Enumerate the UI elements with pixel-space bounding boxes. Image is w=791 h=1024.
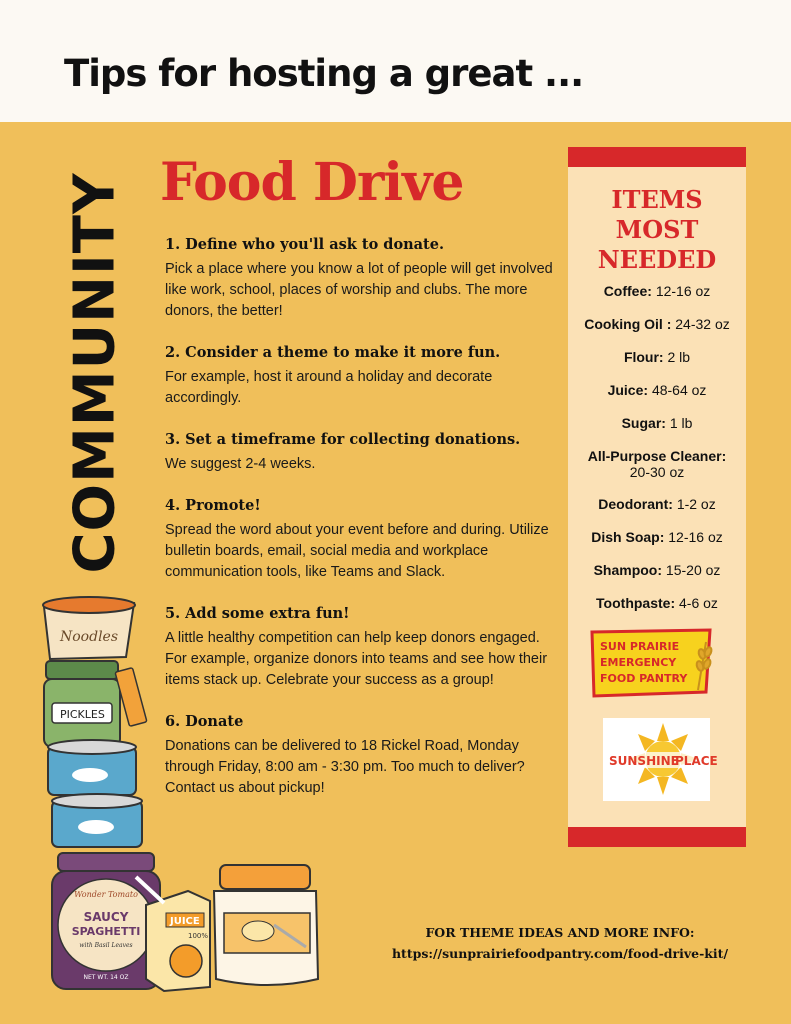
list-item — [568, 415, 746, 448]
pantry-logo-line: SUN PRAIRIE — [600, 640, 680, 653]
noodle-cup-icon — [43, 597, 135, 659]
tip-heading: 3. Set a timeframe for collecting donations. — [165, 431, 521, 448]
items-title-line: ITEMS — [611, 185, 703, 214]
list-item — [568, 529, 746, 562]
community-text: COMMUNITY — [62, 171, 128, 574]
footer-info — [330, 925, 790, 961]
tip-heading: 1. Define who you'll ask to donate. — [165, 236, 445, 253]
svg-text:NET WT. 14 OZ: NET WT. 14 OZ — [83, 974, 129, 981]
jam-jar-icon — [214, 865, 318, 985]
item-name: Deodorant: — [598, 496, 673, 512]
svg-text:SPAGHETTI: SPAGHETTI — [71, 925, 141, 938]
page-title: Tips for hosting a great ... — [64, 52, 584, 95]
item-name: Dish Soap: — [591, 529, 665, 545]
sunshine-word: SUNSHINE — [609, 754, 679, 768]
svg-text:with Basil Leaves: with Basil Leaves — [79, 942, 133, 949]
fish-can-icon — [48, 740, 136, 795]
tip-body: For example, host it around a holiday and decorate accordingly. — [165, 369, 493, 406]
svg-text:Noodles: Noodles — [60, 629, 119, 645]
pantry-logo-line: FOOD PANTRY — [600, 672, 688, 685]
svg-text:100%: 100% — [188, 932, 209, 940]
item-size: 15-20 oz — [665, 562, 721, 578]
items-title-line: MOST — [615, 215, 699, 244]
tip-heading: 2. Consider a theme to make it more fun. — [165, 344, 501, 361]
tip-item — [165, 431, 555, 475]
item-size: 4-6 oz — [679, 595, 718, 611]
list-item — [568, 349, 746, 382]
items-title-line: NEEDED — [597, 245, 717, 274]
tip-body: Spread the word about your event before and during. Utilize bulletin boards, email, social media and workplace communication tools, like Teams and Slack. — [165, 522, 549, 580]
list-item — [568, 496, 746, 529]
item-name: Flour: — [623, 349, 664, 365]
footer-heading: FOR THEME IDEAS AND MORE INFO: — [425, 925, 695, 940]
food-drive-headline: Food Drive — [160, 152, 464, 213]
tip-body: Donations can be delivered to 18 Rickel Road, Monday through Friday, 8:00 am - 3:30 pm. Too much to deliver? Contact us about pickup! — [165, 738, 525, 796]
item-size: 2 lb — [667, 349, 691, 365]
tip-body: We suggest 2-4 weeks. — [165, 456, 316, 472]
items-panel-title — [568, 185, 746, 275]
tip-heading: 5. Add some extra fun! — [165, 605, 350, 622]
list-item — [568, 448, 746, 496]
item-size: 1-2 oz — [676, 496, 716, 512]
item-name: Cooking Oil : — [584, 316, 672, 332]
food-stack-illustration — [38, 595, 323, 995]
sun-prairie-pantry-logo — [590, 628, 718, 698]
item-size: 48-64 oz — [651, 382, 707, 398]
footer-url[interactable]: https://sunprairiefoodpantry.com/food-drive-kit/ — [391, 946, 729, 961]
place-word: PLACE — [675, 754, 718, 768]
svg-text:Wonder Tomato: Wonder Tomato — [74, 890, 138, 899]
svg-text:SAUCY: SAUCY — [83, 910, 129, 924]
pickles-jar-icon — [44, 661, 147, 747]
svg-text:PICKLES: PICKLES — [60, 708, 105, 721]
tip-item — [165, 344, 555, 409]
tip-body: A little healthy competition can help keep donors engaged. For example, organize donors into teams and see how their items stack up. Celebrate your success as a group! — [165, 630, 548, 688]
tip-body: Pick a place where you know a lot of people will get involved like work, school, places of worship and clubs. The more donors, the better! — [165, 261, 553, 319]
list-item — [568, 382, 746, 415]
item-size: 12-16 oz — [668, 529, 723, 545]
panel-bottom-stripe — [568, 827, 746, 847]
fish-can-icon — [52, 794, 142, 847]
list-item — [568, 562, 746, 595]
items-list — [568, 283, 746, 628]
panel-top-stripe — [568, 147, 746, 167]
list-item — [568, 283, 746, 316]
spaghetti-sauce-jar-icon — [52, 853, 160, 989]
tip-item — [165, 497, 555, 583]
tip-heading: 6. Donate — [165, 713, 244, 730]
list-item — [568, 316, 746, 349]
item-name: Juice: — [607, 382, 649, 398]
tip-heading: 4. Promote! — [165, 497, 261, 514]
item-size: 12-16 oz — [655, 283, 711, 299]
item-size: 24-32 oz — [675, 316, 730, 332]
list-item — [568, 595, 746, 628]
sunshine-place-logo — [603, 718, 718, 801]
header-bar — [0, 0, 791, 122]
item-size: 1 lb — [669, 415, 693, 431]
item-name: Sugar: — [621, 415, 666, 431]
pantry-logo-line: EMERGENCY — [600, 656, 677, 669]
tip-item — [165, 236, 555, 322]
item-name: All-Purpose Cleaner: — [587, 448, 727, 464]
sun-icon — [603, 718, 718, 801]
community-vertical-label — [52, 160, 138, 585]
item-name: Shampoo: — [593, 562, 663, 578]
item-name: Toothpaste: — [596, 595, 676, 611]
svg-text:JUICE: JUICE — [170, 916, 200, 927]
item-name: Coffee: — [603, 283, 652, 299]
item-size: 20-30 oz — [629, 464, 685, 480]
